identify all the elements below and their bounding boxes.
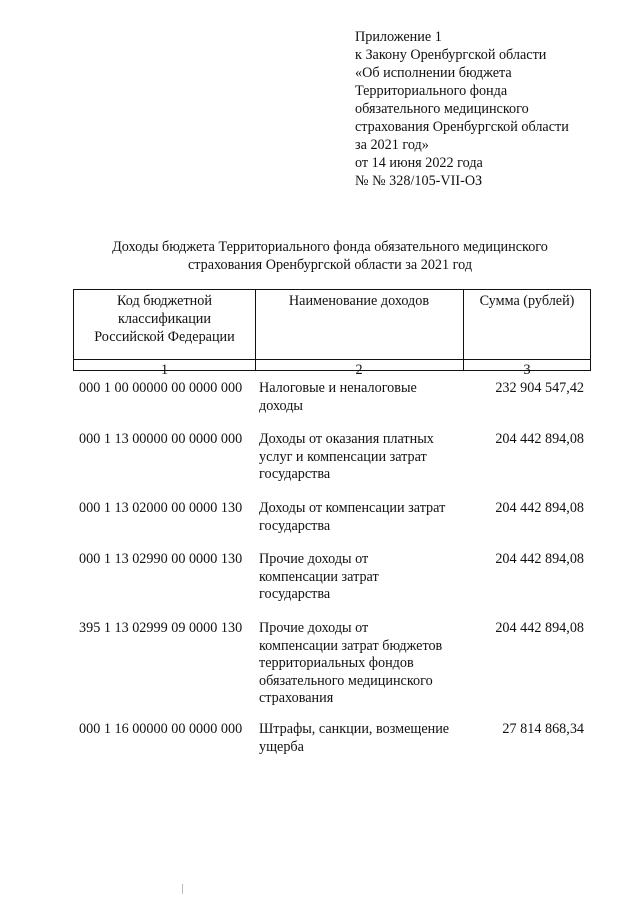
- row-name-line: компенсации затрат: [259, 568, 379, 585]
- row-name: [259, 500, 474, 535]
- row-name-line: государства: [259, 586, 331, 602]
- row-name-line: Прочие доходы от: [259, 620, 369, 636]
- row-sum: 204 442 894,08: [495, 431, 584, 447]
- row-code: 395 1 13 02999 09 0000 130: [79, 620, 243, 636]
- header-name-text: Наименование доходов: [288, 293, 430, 309]
- row-name-line: Прочие доходы от: [259, 551, 369, 567]
- appendix-line: от 14 июня 2022 года: [355, 155, 483, 171]
- document-title-line-1: Доходы бюджета Территориального фонда обязательного медицинского: [112, 239, 548, 255]
- row-name-line: компенсации затрат бюджетов: [259, 637, 443, 654]
- row-name-line: доходы: [259, 397, 303, 414]
- appendix-header: [355, 28, 569, 190]
- row-name-line: государства: [259, 466, 331, 482]
- row-name-line: страхования: [259, 690, 334, 706]
- document-title: [20, 238, 640, 274]
- row-code: 000 1 00 00000 00 0000 000: [79, 380, 243, 396]
- header-code-line: Код бюджетной: [117, 293, 212, 309]
- appendix-line: Территориального фонда: [355, 83, 508, 99]
- header-sum-text: Сумма (рублей): [479, 293, 575, 309]
- row-sum: 204 442 894,08: [495, 551, 584, 567]
- row-name: [259, 721, 474, 756]
- header-divider: [74, 359, 590, 360]
- row-sum: 27 814 868,34: [502, 721, 584, 737]
- row-name-line: Налоговые и неналоговые: [259, 380, 417, 396]
- row-name-line: государства: [259, 517, 331, 534]
- row-name-line: услуг и компенсации затрат: [259, 448, 427, 465]
- column-number-1: 1: [160, 362, 169, 378]
- header-sum: [463, 292, 591, 310]
- row-code: 000 1 13 02000 00 0000 130: [79, 500, 243, 516]
- row-code: 000 1 16 00000 00 0000 000: [79, 721, 243, 737]
- row-name: [259, 620, 474, 708]
- appendix-line: Приложение 1: [355, 29, 442, 45]
- row-name-line: ущерба: [259, 738, 304, 755]
- appendix-line: к Закону Оренбургской области: [355, 47, 547, 63]
- row-name-line: Доходы от компенсации затрат: [259, 500, 446, 516]
- row-name: [259, 380, 474, 415]
- header-code-line: классификации: [118, 311, 211, 327]
- row-name: [259, 431, 474, 484]
- scan-mark: [182, 884, 183, 894]
- appendix-line: № № 328/105-VII-ОЗ: [355, 173, 483, 189]
- row-name-line: обязательного медицинского: [259, 672, 433, 689]
- appendix-line: за 2021 год»: [355, 137, 429, 153]
- appendix-line: «Об исполнении бюджета: [355, 65, 512, 81]
- column-number-3: 3: [523, 362, 531, 378]
- header-code-line: Российской Федерации: [94, 329, 235, 345]
- appendix-line: обязательного медицинского: [355, 101, 529, 117]
- row-code: 000 1 13 00000 00 0000 000: [79, 431, 243, 447]
- header-name: [255, 292, 463, 310]
- header-code: [74, 292, 255, 346]
- document-title-line-2: страхования Оренбургской области за 2021 год: [187, 257, 473, 273]
- row-sum: 204 442 894,08: [495, 620, 584, 636]
- row-name-line: территориальных фондов: [259, 655, 414, 671]
- row-sum: 204 442 894,08: [495, 500, 584, 516]
- row-sum: 232 904 547,42: [495, 380, 584, 396]
- row-code: 000 1 13 02990 00 0000 130: [79, 551, 243, 567]
- row-name: [259, 551, 474, 604]
- row-name-line: Доходы от оказания платных: [259, 431, 434, 447]
- appendix-line: страхования Оренбургской области: [355, 119, 569, 135]
- column-number-2: 2: [355, 362, 363, 378]
- row-name-line: Штрафы, санкции, возмещение: [259, 721, 450, 737]
